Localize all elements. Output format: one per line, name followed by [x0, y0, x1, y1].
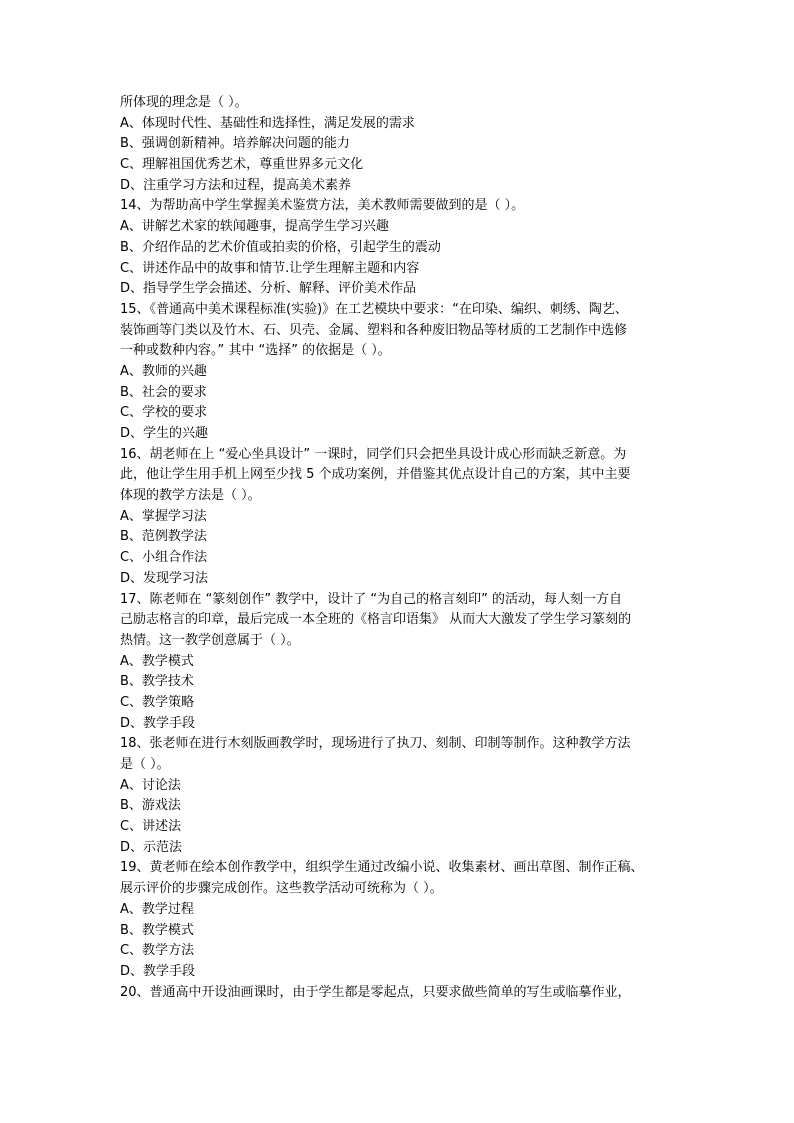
option-c: C、讲述作品中的故事和情节.让学生理解主题和内容 [120, 260, 420, 276]
question-stem-line-2: 展示评价的步骤完成创作。这些教学活动可统称为（ ）。 [120, 881, 443, 897]
question-stem-line-3: 一种或数种内容。” 其中 “选择” 的依据是（ ）。 [120, 343, 391, 359]
question-13-tail [120, 93, 680, 196]
question-stem-line-2: 装饰画等门类以及竹木、石、贝壳、金属、塑料和各种废旧物品等材质的工艺制作中选修 [120, 322, 628, 338]
option-d: D、教学手段 [120, 715, 196, 731]
question-stem-line-2: 是（ ）。 [120, 757, 170, 772]
option-b: B、教学技术 [120, 674, 194, 690]
option-a: A、教学模式 [120, 653, 194, 669]
question-stem-line-1: 19、黄老师在绘本创作教学中，组织学生通过改编小说、收集素材、画出草图、制作正稿、 [120, 860, 644, 876]
option-b: B、教学模式 [120, 922, 194, 938]
option-b: B、介绍作品的艺术价值或拍卖的价格，引起学生的震动 [120, 239, 441, 255]
question-stem: 所体现的理念是（ ）。 [120, 95, 248, 110]
exam-page [120, 93, 680, 1003]
question-stem-line-1: 18、张老师在进行木刻版画教学时，现场进行了执刀、刻制、印制等制作。这种教学方法 [120, 736, 631, 752]
question-17 [120, 590, 680, 735]
option-a: A、教师的兴趣 [120, 363, 207, 379]
question-stem: 14、为帮助高中学生掌握美术鉴赏方法，美术教师需要做到的是（ ）。 [120, 198, 525, 214]
question-18 [120, 734, 680, 858]
option-b: B、社会的要求 [120, 384, 207, 400]
option-d: D、示范法 [120, 839, 183, 855]
option-d: D、发现学习法 [120, 570, 209, 586]
option-c: C、讲述法 [120, 819, 182, 835]
option-a: A、讨论法 [120, 777, 181, 793]
option-c: C、教学方法 [120, 943, 195, 959]
question-stem-line-1: 17、陈老师在 “篆刻创作” 教学中，设计了 “为自己的格言刻印” 的活动，每人刻一方自 [120, 591, 623, 607]
option-c: C、学校的要求 [120, 405, 208, 421]
question-20 [120, 983, 680, 1004]
option-c: C、小组合作法 [120, 550, 208, 566]
question-19 [120, 858, 680, 982]
question-16 [120, 445, 680, 590]
question-15 [120, 300, 680, 445]
option-b: B、范例教学法 [120, 529, 207, 545]
question-stem-line-1: 20、普通高中开设油画课时，由于学生都是零起点，只要求做些简单的写生或临摹作业， [120, 984, 631, 1000]
question-stem-line-2: 此，他让学生用手机上网至少找 5 个成功案例，并借鉴其优点设计自己的方案，其中主要 [120, 467, 631, 483]
option-a: A、掌握学习法 [120, 508, 207, 524]
option-d: D、学生的兴趣 [120, 426, 209, 441]
question-stem-line-1: 16、胡老师在上 “爱心坐具设计” 一课时，同学们只会把坐具设计成心形而缺乏新意。为 [120, 446, 627, 462]
option-b: B、强调创新精神。培养解决问题的能力 [120, 136, 350, 152]
question-stem-line-2: 己励志格言的印章，最后完成一本全班的《格言印语集》 从而大大激发了学生学习篆刻的 [120, 612, 632, 628]
question-stem-line-1: 15、《普通高中美术课程标准(实验)》在工艺模块中要求：“在印染、编织、刺绣、陶艺、 [120, 301, 628, 317]
option-a: A、教学过程 [120, 901, 194, 917]
question-stem-line-3: 热情。这一教学创意属于（ ）。 [120, 632, 300, 648]
option-b: B、游戏法 [120, 798, 181, 814]
option-d: D、教学手段 [120, 963, 196, 979]
option-a: A、体现时代性、基础性和选择性，满足发展的需求 [120, 115, 415, 131]
option-c: C、理解祖国优秀艺术，尊重世界多元文化 [120, 157, 364, 173]
option-d: D、指导学生学会描述、分析、解释、评价美术作品 [120, 281, 417, 297]
option-a: A、讲解艺术家的轶闻趣事，提高学生学习兴趣 [120, 219, 389, 235]
option-d: D、注重学习方法和过程，提高美术素养 [120, 177, 352, 193]
question-14 [120, 196, 680, 299]
option-c: C、教学策略 [120, 694, 195, 710]
question-stem-line-3: 体现的教学方法是（ ）。 [120, 488, 261, 504]
